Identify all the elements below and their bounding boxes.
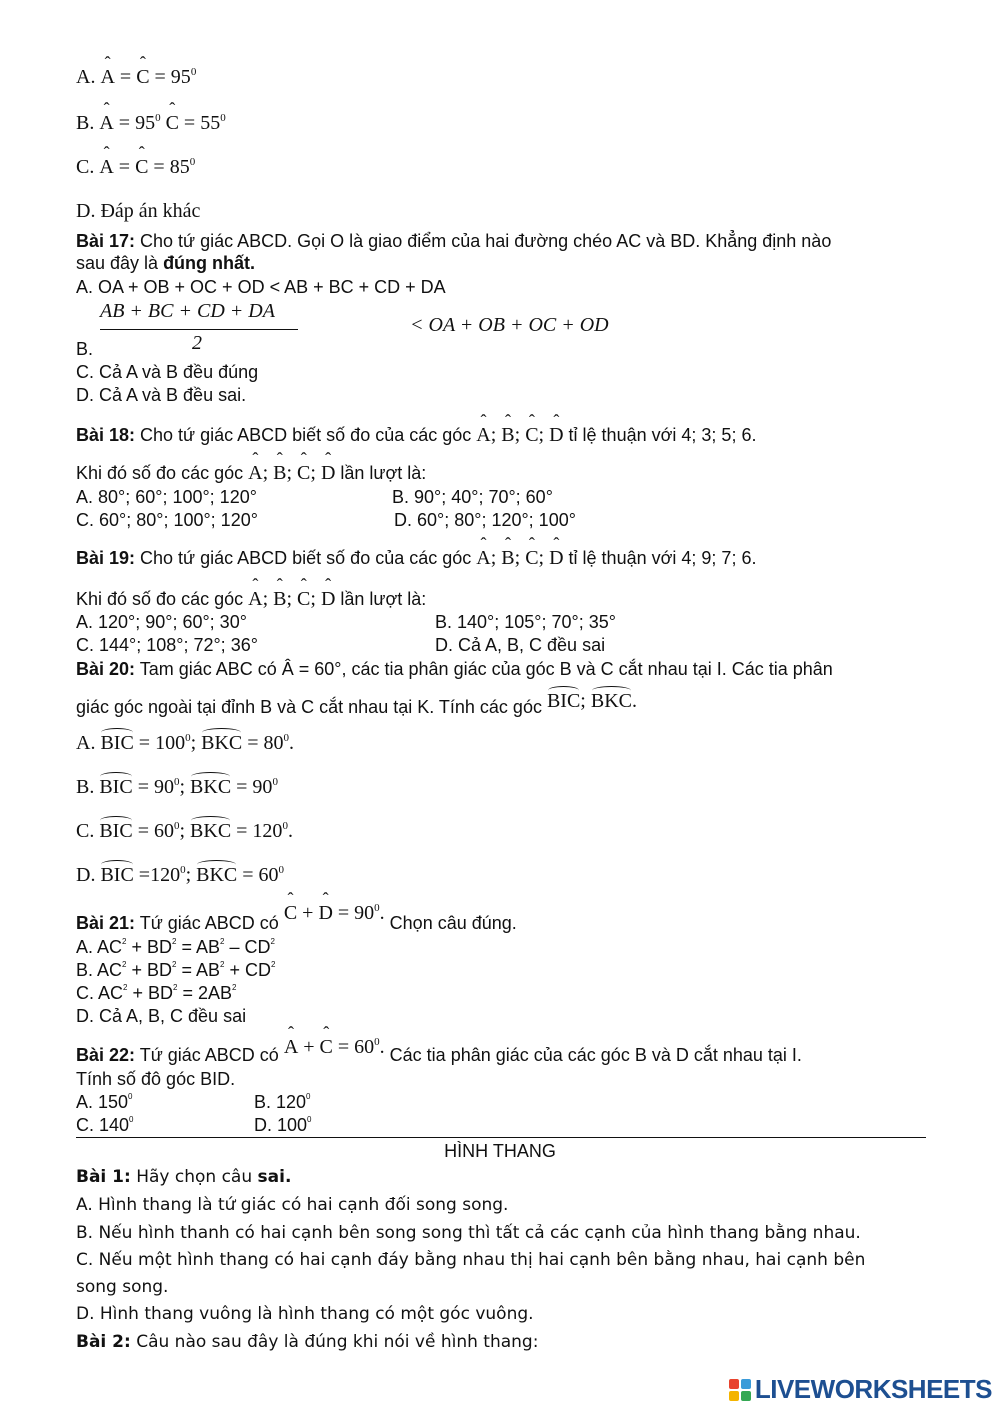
q22-option-b: B. $120^0$ <box>254 1092 311 1112</box>
q17-option-a: A. OA + OB + OC + OD < AB + BC + CD + DA <box>76 277 446 297</box>
liveworksheets-mark-icon <box>729 1379 751 1401</box>
q18-option-c: C. 60°; 80°; 100°; 120° <box>76 510 258 530</box>
q20-stem-line1: Bài 20: Tam giác ABC có Â = 60°, các tia phân giác của góc B và C cắt nhau tại I. Các tia phân <box>76 659 833 679</box>
q18-option-b: B. 90°; 40°; 70°; 60° <box>392 487 553 507</box>
logo-square-3 <box>729 1391 739 1401</box>
q21-stem: Bài 21: Tứ giác ABCD có ˆ C + ˆ $D = 90^0$. Chọn câu đúng. <box>76 912 517 934</box>
q21-option-d: D. Cả A, B, C đều sai <box>76 1006 247 1026</box>
q22-option-c: C. $140^0$ <box>76 1115 134 1135</box>
q22-stem-line1: Bài 22: Tứ giác ABCD có ˆ A + ˆ $C = 60^0$. Các tia phân giác của các góc B và D cắt nhau tại I. <box>76 1044 802 1066</box>
q18-option-a: A. 80°; 60°; 100°; 120° <box>76 487 257 507</box>
liveworksheets-logo[interactable] <box>729 1374 992 1405</box>
logo-square-1 <box>729 1379 739 1389</box>
s2-stem: Bài 2: Câu nào sau đây là đúng khi nói về hình thang: <box>76 1332 539 1352</box>
q16-option-c: C. ˆ A = ˆ $C = 85^0$ <box>76 156 195 178</box>
s1-option-d: D. Hình thang vuông là hình thang có một góc vuông. <box>76 1304 534 1324</box>
q17-option-b: B. <box>76 339 94 359</box>
q16-option-a: A. ˆ A = ˆ $C = 95^0$ <box>76 66 196 88</box>
q18-angles-2: ˆ A; ˆ B; ˆ C; ˆ D <box>248 462 335 484</box>
q20-option-c: C. BIC = $60^0$; BKC = $120^0$. <box>76 820 293 842</box>
q19-option-a: A. 120°; 90°; 60°; 30° <box>76 612 247 632</box>
s1-stem: Bài 1: Hãy chọn câu sai. <box>76 1167 292 1187</box>
q21-condition: ˆ C + ˆ $D = 90^0$. <box>284 902 385 924</box>
s1-option-c-line1: C. Nếu một hình thang có hai cạnh đáy bằng nhau thị hai cạnh bên bằng nhau, hai cạnh bên <box>76 1250 866 1270</box>
liveworksheets-wordmark: LIVEWORKSHEETS <box>754 1374 992 1404</box>
q16-option-d: D. Đáp án khác <box>76 200 201 222</box>
q19-angles-2: ˆ A; ˆ B; ˆ C; ˆ D <box>248 588 335 610</box>
q22-condition: ˆ A + ˆ $C = 60^0$. <box>284 1036 385 1058</box>
q18-angles: ˆ A; ˆ B; ˆ C; ˆ D <box>476 424 563 446</box>
q17-label: Bài 17: <box>76 231 136 251</box>
section-title: HÌNH THANG <box>444 1141 556 1161</box>
q20-angles: BIC; BKC. <box>546 690 637 712</box>
q20-option-a: A. BIC = $100^0$; BKC = $80^0$. <box>76 732 295 754</box>
q17-stem-line2: sau đây là đúng nhất. <box>76 253 256 273</box>
q16-option-b: B. ˆ $A = 95^0$ ˆ $C = 55^0$ <box>76 112 226 134</box>
q17-fraction: AB + BC + CD + DA < OA + OB + OC + OD 2 <box>100 300 609 354</box>
q17-fraction-bar <box>100 329 298 330</box>
q17-option-d: D. Cả A và B đều sai. <box>76 385 247 405</box>
q18-stem-line1: Bài 18: Cho tứ giác ABCD biết số đo của các góc ˆ A; ˆ B; ˆ C; ˆ D tỉ lệ thuận với 4; 3; 5; 6. <box>76 424 756 446</box>
q20-option-d: D. BIC $=120^0$; BKC = $60^0$ <box>76 864 285 886</box>
q21-option-c: C. $AC^2 + BD^2 = 2AB^2$ <box>76 983 237 1003</box>
q18-option-d: D. 60°; 80°; 120°; 100° <box>394 510 576 530</box>
q20-option-b: B. BIC = $90^0$; BKC = $90^0$ <box>76 776 278 798</box>
q19-option-b: B. 140°; 105°; 70°; 35° <box>435 612 616 632</box>
q22-stem-line2: Tính số đô góc BID. <box>76 1069 236 1089</box>
q17-stem-line1: Bài 17: Cho tứ giác ABCD. Gọi O là giao điểm của hai đường chéo AC và BD. Khẳng định nào <box>76 231 832 251</box>
q21-option-b: B. $AC^2 + BD^2 = AB^2 + CD^2$ <box>76 960 276 980</box>
q19-angles: ˆ A; ˆ B; ˆ C; ˆ D <box>476 547 563 569</box>
s1-option-b: B. Nếu hình thanh có hai cạnh bên song song thì tất cả các cạnh của hình thang bằng nhau. <box>76 1223 861 1243</box>
q20-stem-line2: giác góc ngoài tại đỉnh B và C cắt nhau tại K. Tính các góc BIC; BKC. <box>76 690 637 717</box>
s1-option-a: A. Hình thang là tứ giác có hai cạnh đối song song. <box>76 1195 509 1215</box>
q17-option-c: C. Cả A và B đều đúng <box>76 362 259 382</box>
q19-stem-line1: Bài 19: Cho tứ giác ABCD biết số đo của các góc ˆ A; ˆ B; ˆ C; ˆ D tỉ lệ thuận với 4; 9; 7; 6. <box>76 547 756 569</box>
q21-option-a: A. $AC^2 + BD^2 = AB^2 - CD^2$ <box>76 937 275 957</box>
logo-square-4 <box>741 1391 751 1401</box>
q19-option-d: D. Cả A, B, C đều sai <box>435 635 606 655</box>
q22-option-d: D. $100^0$ <box>254 1115 312 1135</box>
q18-stem-line2: Khi đó số đo các góc ˆ A; ˆ B; ˆ C; ˆ D lần lượt là: <box>76 462 426 484</box>
s1-option-c-line2: song song. <box>76 1277 169 1297</box>
logo-square-2 <box>741 1379 751 1389</box>
q22-option-a: A. $150^0$ <box>76 1092 133 1112</box>
section-divider <box>76 1137 926 1138</box>
q19-stem-line2: Khi đó số đo các góc ˆ A; ˆ B; ˆ C; ˆ D lần lượt là: <box>76 588 426 610</box>
q19-option-c: C. 144°; 108°; 72°; 36° <box>76 635 258 655</box>
